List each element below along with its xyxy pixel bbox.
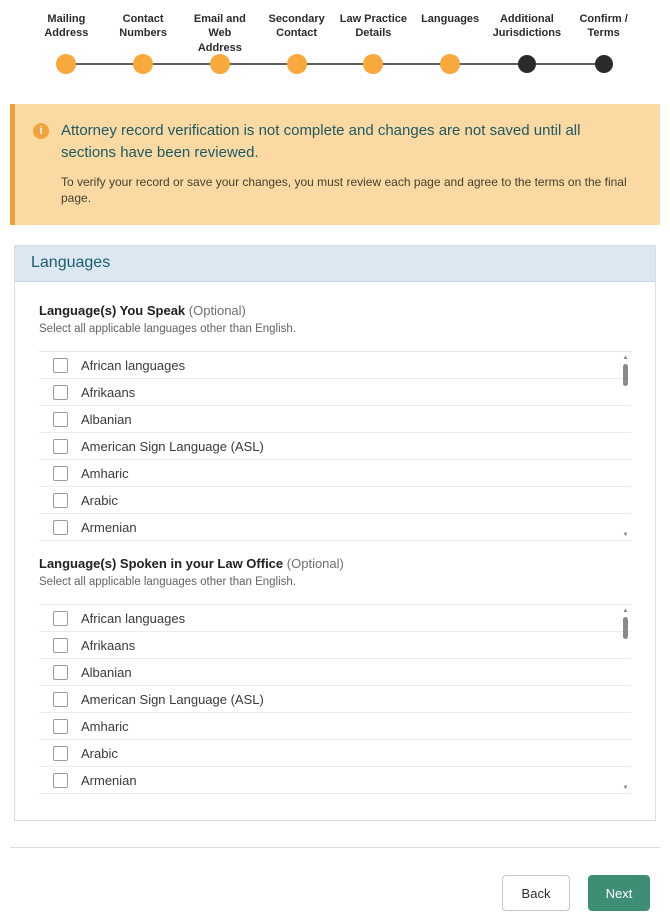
language-option-row[interactable]	[39, 460, 631, 487]
language-option-row[interactable]	[39, 632, 631, 659]
alert-content	[61, 120, 638, 207]
footer-divider	[10, 847, 660, 848]
scroll-down-icon[interactable]: ▼	[622, 785, 629, 792]
language-option-label: Albanian	[81, 411, 132, 427]
next-button[interactable]: Next	[588, 875, 650, 911]
list-scrollbar[interactable]	[620, 353, 631, 540]
scrollbar-thumb[interactable]	[623, 617, 628, 639]
scroll-up-icon[interactable]: ▲	[622, 355, 629, 362]
language-checkbox[interactable]	[53, 439, 68, 454]
language-option-label: Albanian	[81, 664, 132, 680]
language-option-label: Arabic	[81, 492, 118, 508]
language-checkbox[interactable]	[53, 692, 68, 707]
language-checkbox[interactable]	[53, 358, 68, 373]
language-option-row[interactable]	[39, 406, 631, 433]
step-dot-confirm-terms[interactable]	[595, 55, 613, 73]
language-option-label: Amharic	[81, 718, 129, 734]
scroll-down-icon[interactable]: ▼	[622, 532, 629, 539]
footer-actions	[20, 875, 650, 911]
section-label	[39, 303, 631, 318]
language-option-row[interactable]	[39, 740, 631, 767]
alert-title: Attorney record verification is not complete and changes are not saved until all sections have been reviewed.	[61, 122, 581, 161]
step-additional-jurisdictions[interactable]: Additional Jurisdictions	[492, 13, 562, 40]
step-law-practice-details[interactable]: Law Practice Details	[339, 13, 407, 40]
step-dot-mailing-address[interactable]	[56, 54, 76, 74]
optional-tag: (Optional)	[188, 303, 246, 319]
language-checkbox[interactable]	[53, 520, 68, 535]
step-email-web-address[interactable]: Email and Web Address	[193, 13, 246, 54]
verification-warning-alert	[10, 104, 660, 225]
language-option-row[interactable]	[39, 433, 631, 460]
language-option-label: Amharic	[81, 465, 129, 481]
step-dot-languages[interactable]	[440, 54, 460, 74]
section-languages-you-speak	[39, 303, 631, 541]
step-dot-secondary-contact[interactable]	[287, 54, 307, 74]
panel-title: Languages	[15, 246, 655, 282]
language-option-row[interactable]	[39, 686, 631, 713]
step-dot-contact-numbers[interactable]	[133, 54, 153, 74]
panel-body	[15, 282, 655, 820]
language-checkbox[interactable]	[53, 385, 68, 400]
language-option-row[interactable]	[39, 379, 631, 406]
step-dot-email-web-address[interactable]	[210, 54, 230, 74]
language-checkbox[interactable]	[53, 466, 68, 481]
step-dot-additional-jurisdictions[interactable]	[518, 55, 536, 73]
step-languages[interactable]: Languages	[421, 13, 480, 25]
step-contact-numbers[interactable]: Contact Numbers	[119, 13, 167, 40]
language-option-label: Afrikaans	[81, 637, 136, 653]
language-option-label: Armenian	[81, 519, 137, 535]
language-option-label: African languages	[81, 357, 186, 373]
section-languages-law-office	[39, 556, 631, 794]
language-checkbox[interactable]	[53, 665, 68, 680]
languages-you-speak-list[interactable]	[39, 351, 631, 541]
section-hint: Select all applicable languages other than English.	[39, 323, 297, 336]
language-option-row[interactable]	[39, 659, 631, 686]
languages-panel	[14, 245, 656, 821]
language-checkbox[interactable]	[53, 746, 68, 761]
language-option-row[interactable]	[39, 605, 631, 632]
optional-tag: (Optional)	[286, 556, 344, 572]
language-option-label: African languages	[81, 610, 186, 626]
language-option-label: Afrikaans	[81, 384, 136, 400]
section-hint: Select all applicable languages other than English.	[39, 576, 297, 589]
language-option-label: American Sign Language (ASL)	[81, 438, 264, 454]
language-checkbox[interactable]	[53, 638, 68, 653]
language-option-label: Armenian	[81, 772, 137, 788]
stepper-labels	[28, 12, 642, 54]
languages-law-office-list[interactable]	[39, 604, 631, 794]
language-option-row[interactable]	[39, 487, 631, 514]
step-secondary-contact[interactable]: Secondary Contact	[268, 13, 325, 40]
language-checkbox[interactable]	[53, 493, 68, 508]
language-option-label: Arabic	[81, 745, 118, 761]
language-option-row[interactable]	[39, 514, 631, 541]
list-scrollbar[interactable]	[620, 606, 631, 793]
alert-body-text: To verify your record or save your changes, you must review each page and agree to the terms on the final page.	[61, 174, 627, 206]
scroll-up-icon[interactable]: ▲	[622, 608, 629, 615]
section-label-text: Language(s) Spoken in your Law Office	[39, 556, 284, 572]
language-option-label: American Sign Language (ASL)	[81, 691, 264, 707]
scrollbar-thumb[interactable]	[623, 364, 628, 386]
wizard-stepper	[0, 0, 670, 76]
language-checkbox[interactable]	[53, 719, 68, 734]
section-label-text: Language(s) You Speak	[39, 303, 186, 319]
language-option-row[interactable]	[39, 352, 631, 379]
language-checkbox[interactable]	[53, 412, 68, 427]
step-dot-law-practice-details[interactable]	[363, 54, 383, 74]
info-icon: i	[33, 123, 49, 139]
step-confirm-terms[interactable]: Confirm / Terms	[579, 13, 628, 40]
stepper-track	[28, 52, 642, 76]
step-mailing-address[interactable]: Mailing Address	[44, 13, 89, 40]
language-checkbox[interactable]	[53, 611, 68, 626]
language-option-row[interactable]	[39, 713, 631, 740]
language-checkbox[interactable]	[53, 773, 68, 788]
back-button[interactable]: Back	[502, 875, 570, 911]
section-label	[39, 556, 631, 571]
language-option-row[interactable]	[39, 767, 631, 794]
